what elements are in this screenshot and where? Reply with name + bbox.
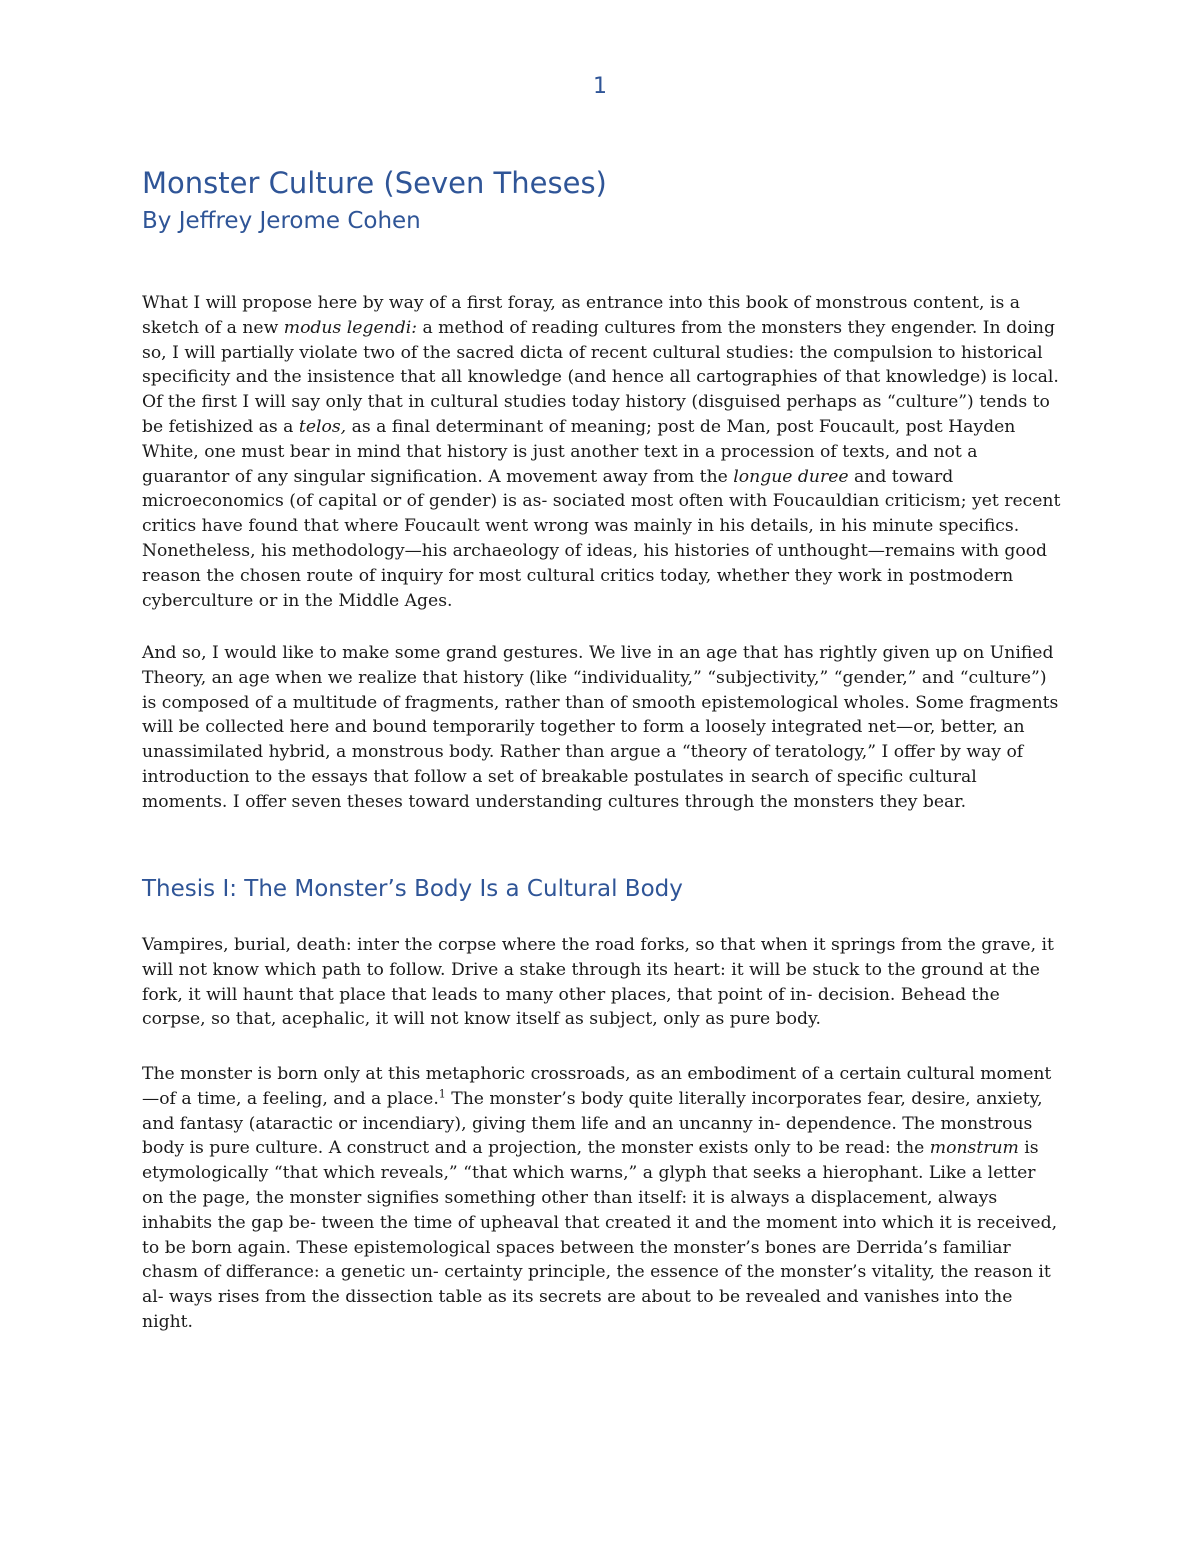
page-number: 1 <box>593 74 607 99</box>
paragraph-vampires: Vampires, burial, death: inter the corpse where the road forks, so that when it springs from the grave, it will not know which path to follow. Drive a stake through its heart: it will be stuck to the ground at the fork, it will haunt that place that leads to many other places, that point of in- decision. Behead the corpse, so that, acephalic, it will not know itself as subject, only as pure body. <box>142 935 1054 1030</box>
italic-term: modus legendi: <box>283 317 417 338</box>
text-run: as a final determinant of meaning; post de Man, post Foucault, post Hayden White, one must bear in mind that history is just another text in a procession of texts, and not a guarantor of any singular signification. A movement away from the <box>142 416 1016 487</box>
text-run: The monster is born only at this metaphoric crossroads, as an embodiment of a certain cultural moment—of a time, a feeling, and a place. <box>142 1064 1052 1109</box>
paragraph-monster-born <box>142 1062 1062 1335</box>
text-run: is etymologically “that which reveals,” “that which warns,” a glyph that seeks a hierophant. Like a letter on the page, the monster signifies something other than itself: it is always a displacement, always inhabits the gap be- tween the time of upheaval that created it and the moment into which it is received, to be born again. These epistemological spaces between the monster’s bones are Derrida’s familiar chasm of differance: a genetic un- certainty principle, the essence of the monster’s vitality, the reason it al- ways rises from the dissection table as its secrets are about to be revealed and vanishes into the night. <box>142 1138 1058 1332</box>
paragraph-grand-gestures: And so, I would like to make some grand gestures. We live in an age that has rightly given up on Unified Theory, an age when we realize that history (like “individuality,” “subjectivity,” “gender,” and “culture”) is composed of a multitude of fragments, rather than of smooth epistemological wholes. Some fragments will be collected here and bound temporarily together to form a loosely integrated net—or, better, an unassimilated hybrid, a monstrous body. Rather than argue a “theory of teratology,” I offer by way of introduction to the essays that follow a set of breakable postulates in search of specific cultural moments. I offer seven theses toward understanding cultures through the monsters they bear. <box>142 643 1059 812</box>
italic-term: telos, <box>298 416 347 437</box>
text-run: and toward microeconomics (of capital or of gender) is as- sociated most often with Foucauldian criticism; yet recent critics have found that where Foucault went wrong was mainly in his details, in his minute specifics. Nonetheless, his methodology—his archaeology of ideas, his histories of unthought—remains with good reason the chosen route of inquiry for most cultural critics today, whether they work in postmodern cyberculture or in the Middle Ages. <box>142 466 1061 611</box>
italic-term: longue duree <box>733 466 849 487</box>
document-title: Monster Culture (Seven Theses) <box>142 166 607 200</box>
text-run: The monster’s body quite literally incorporates fear, desire, anxiety, and fantasy (ataractic or incendiary), giving them life and an uncanny in- dependence. The monstrous body is pure culture. A construct and a projection, the monster exists only to be read: the <box>142 1088 1043 1159</box>
footnote-reference[interactable]: 1 <box>438 1087 446 1101</box>
paragraph-intro <box>142 291 1062 613</box>
title-block <box>142 164 1072 240</box>
document-byline: By Jeffrey Jerome Cohen <box>142 208 421 234</box>
section-heading-thesis-1: Thesis I: The Monster’s Body Is a Cultural Body <box>142 876 683 902</box>
text-run: a method of reading cultures from the monsters they engender. In doing so, I will partially violate two of the sacred dicta of recent cultural studies: the compulsion to historical specificity and the insistence that all knowledge (and hence all cartographies of that knowledge) is local. Of the first I will say only that in cultural studies today history (disguised perhaps as “culture”) tends to be fetishized as a <box>142 317 1059 437</box>
italic-term: monstrum <box>929 1138 1019 1159</box>
text-run: What I will propose here by way of a first foray, as entrance into this book of monstrous content, is a sketch of a new <box>142 293 1020 338</box>
